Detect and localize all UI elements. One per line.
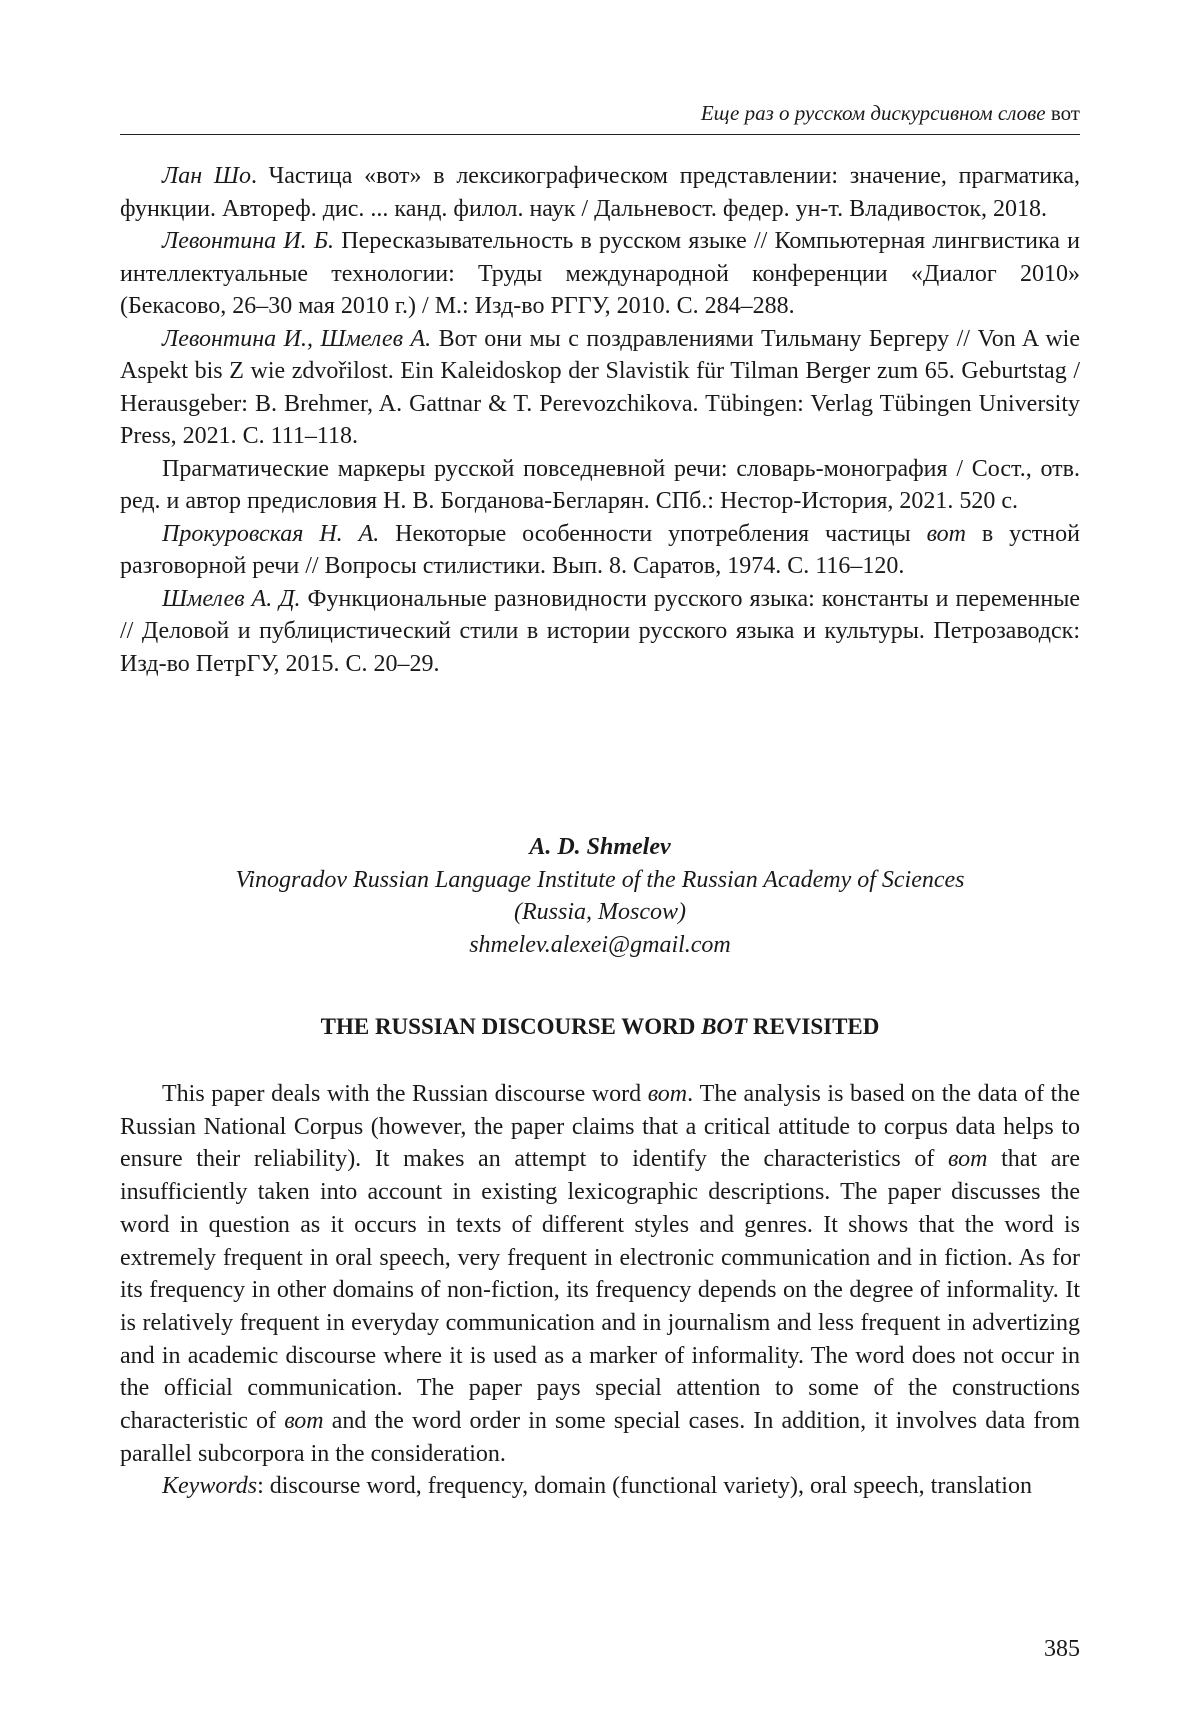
reference-text: Прагматические маркеры русской повседневной речи: словарь-монография / Сост., отв. ред. и автор предисловия Н. В. Богданова-Бегларян. СПб.: Нестор-История, 2021. 520 с.: [120, 455, 1080, 514]
keywords-text: : discourse word, frequency, domain (functional variety), oral speech, translation: [257, 1473, 1032, 1500]
abstract-text: This paper deals with the Russian discourse word: [162, 1081, 648, 1107]
author-block: [120, 831, 1080, 961]
reference-author: Левонтина И. Б.: [162, 228, 335, 254]
abstract-italic-word: вот: [647, 1081, 688, 1107]
header-rule: [120, 134, 1080, 135]
reference-text: Некоторые особенности употребления частицы: [379, 520, 927, 547]
reference-item: [120, 518, 1080, 583]
reference-item: [120, 160, 1080, 225]
reference-text: . Частица «вот» в лексикографическом представлении: значение, прагматика, функции. Автореф. дис. ... канд. филол. наук / Дальневост. федер. ун-т. Владивосток, 2018.: [120, 163, 1080, 222]
author-affiliation: Vinogradov Russian Language Institute of the Russian Academy of Sciences: [235, 866, 965, 893]
reference-text: в устной разговорной речи // Вопросы стилистики. Вып. 8. Саратов, 1974. С. 116–120.: [120, 520, 1080, 579]
author-location: (Russia, Moscow): [514, 899, 686, 925]
abstract-italic-word: вот: [948, 1146, 988, 1173]
abstract-text: and the word order in some special cases. In addition, it involves data from parallel subcorpora in the consideration.: [120, 1408, 1081, 1467]
reference-italic-word: вот: [926, 520, 966, 547]
abstract-italic-word: вот: [284, 1408, 324, 1435]
reference-author: Прокуровская Н. А.: [162, 520, 380, 547]
reference-author: Лан Шо: [162, 163, 251, 189]
running-head-word: вот: [1050, 101, 1080, 125]
keywords-paragraph: [120, 1470, 1080, 1503]
abstract-paragraph: [120, 1078, 1080, 1470]
running-head: [701, 101, 1080, 126]
page-number: 385: [1044, 1636, 1080, 1662]
author-email: shmelev.alexei@gmail.com: [469, 931, 731, 958]
reference-text: Пересказывательность в русском языке // Компьютерная лингвистика и интеллектуальные технологии: Труды международной конференции «Диалог 2010» (Бекасово, 26–30 мая 2010 г.) / М.: Изд-во РГГУ, 2010. С. 284–288.: [120, 228, 1080, 319]
keywords-label: Keywords: [162, 1473, 258, 1500]
abstract-text: . The analysis is based on the data of the Russian National Corpus (however, the paper claims that a critical attitude to corpus data helps to ensure their reliability). It makes an attempt to identify the characteristics of: [120, 1081, 1081, 1173]
reference-item: [120, 583, 1080, 681]
author-name: A. D. Shmelev: [529, 834, 671, 860]
reference-text: Вот они мы с поздравлениями Тильману Бергеру // Von A wie Aspekt bis Z wie zdvořilost. Ein Kaleidoskop der Slavistik für Tilman Berger zum 65. Geburtstag / Herausgeber: B. Brehmer, A. Gattnar & T. Perevozchikova. Tübingen: Verlag Tübingen University Press, 2021. С. 111–118.: [120, 325, 1080, 449]
reference-item: [120, 225, 1080, 323]
running-head-title: Еще раз о русском дискурсивном слове: [700, 101, 1046, 125]
reference-list: [120, 160, 1080, 680]
paper-title-end: REVISITED: [747, 1014, 880, 1039]
reference-text: Функциональные разновидности русского языка: константы и переменные // Деловой и публицистический стили в истории русского языка и культуры. Петрозаводск: Изд-во ПетрГУ, 2015. С. 20–29.: [120, 585, 1080, 677]
reference-item: [120, 323, 1080, 453]
reference-author: Левонтина И., Шмелев А.: [162, 325, 432, 352]
abstract-text: that are insufficiently taken into account in existing lexicographic descriptions. The paper discusses the word in question as it occurs in texts of different styles and genres. It shows that the word is extremely frequent in oral speech, very frequent in electronic communication and in fiction. As for its frequency in other domains of non-fiction, its frequency depends on the degree of informality. It is relatively frequent in everyday communication and in journalism and less frequent in advertizing and in academic discourse where it is used as a marker of informality. The word does not occur in the official communication. The paper pays special attention to some of the constructions characteristic of: [120, 1146, 1080, 1435]
paper-title-italic: BOT: [701, 1014, 748, 1039]
abstract: [120, 1078, 1080, 1503]
paper-title: [120, 1014, 1080, 1040]
reference-item: [120, 453, 1080, 518]
reference-author: Шмелев А. Д.: [162, 585, 301, 612]
page: [120, 0, 1080, 1710]
paper-title-start: THE RUSSIAN DISCOURSE WORD: [320, 1014, 702, 1039]
